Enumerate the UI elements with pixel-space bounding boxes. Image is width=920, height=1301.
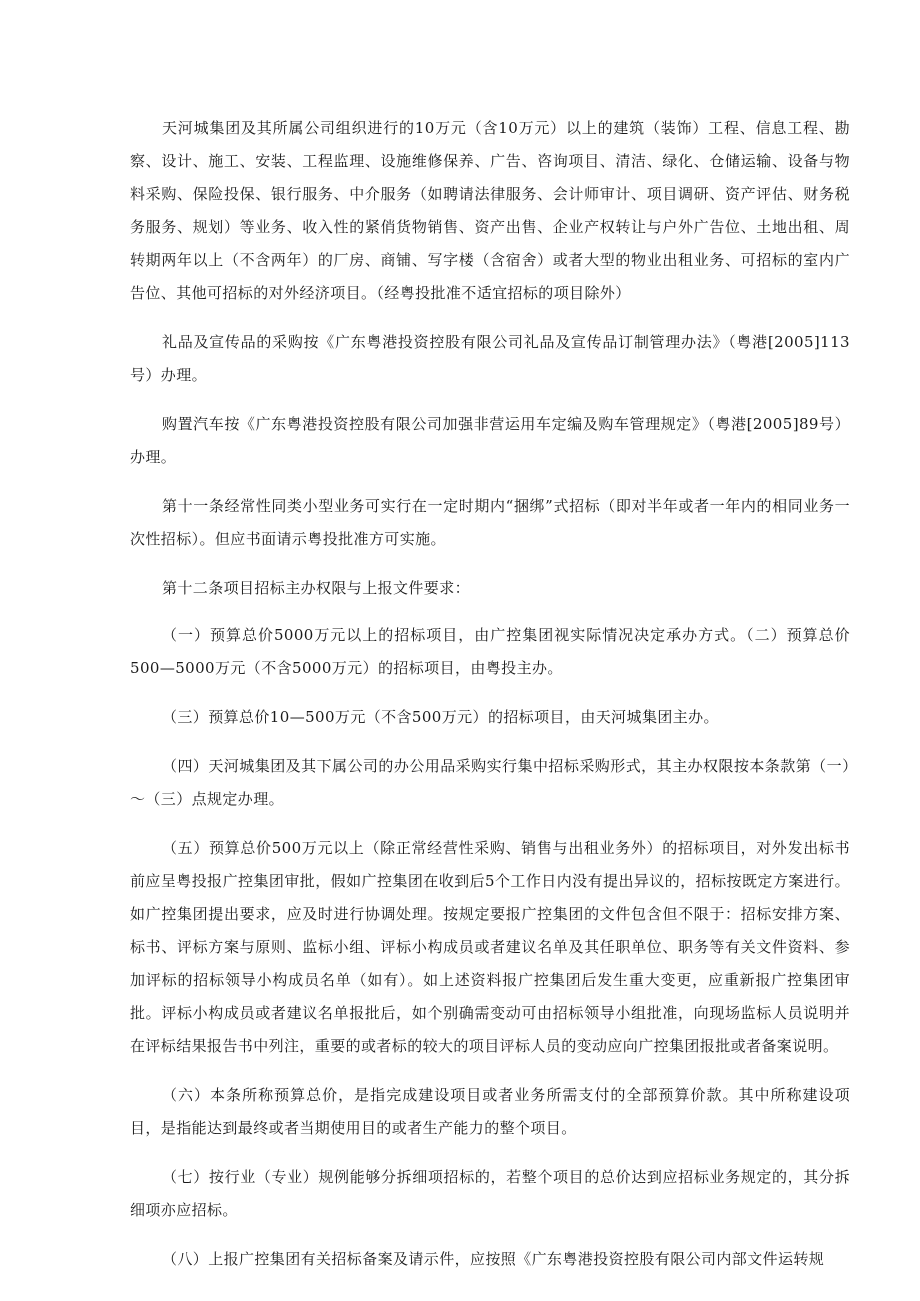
paragraph-article-11: 第十一条经常性同类小型业务可实行在一定时期内“捆绑”式招标（即对半年或者一年内的相同业务一次性招标）。但应书面请示粤投批准方可实施。 xyxy=(130,497,850,548)
paragraph-article-12-heading: 第十二条项目招标主办权限与上报文件要求： xyxy=(162,579,471,597)
paragraph-gift-procurement: 礼品及宣传品的采购按《广东粤港投资控股有限公司礼品及宣传品订制管理办法》（粤港[2005]113号）办理。 xyxy=(130,333,850,384)
paragraph-item-7: （七）按行业（专业）规例能够分拆细项招标的，若整个项目的总价达到应招标业务规定的，其分拆细项亦应招标。 xyxy=(130,1168,850,1219)
paragraph-scope-of-tender: 天河城集团及其所属公司组织进行的10万元（含10万元）以上的建筑（装饰）工程、信息工程、勘察、设计、施工、安装、工程监理、设施维修保养、广告、咨询项目、清洁、绿化、仓储运输、设备与物料采购、保险投保、银行服务、中介服务（如聘请法律服务、会计师审计、项目调研、资产评估、财务税务服务、规划）等业务、收入性的紧俏货物销售、资产出售、企业产权转让与户外广告位、土地出租、周转期两年以上（不含两年）的厂房、商铺、写字楼（含宿舍）或者大型的物业出租业务、可招标的室内广告位、其他可招标的对外经济项目。（经粤投批准不适宜招标的项目除外） xyxy=(130,119,850,302)
paragraph-item-4: （四）天河城集团及其下属公司的办公用品采购实行集中招标采购形式，其主办权限按本条款第（一）～（三）点规定办理。 xyxy=(130,757,850,808)
paragraph-item-3: （三）预算总价10—500万元（不含500万元）的招标项目，由天河城集团主办。 xyxy=(162,708,719,726)
paragraph-item-8: （八）上报广控集团有关招标备案及请示件，应按照《广东粤港投资控股有限公司内部文件运转规 xyxy=(162,1250,825,1268)
paragraph-vehicle-purchase: 购置汽车按《广东粤港投资控股有限公司加强非营运用车定编及购车管理规定》（粤港[2005]89号）办理。 xyxy=(130,415,850,466)
paragraph-item-6: （六）本条所称预算总价，是指完成建设项目或者业务所需支付的全部预算价款。其中所称建设项目，是指能达到最终或者当期使用目的或者生产能力的整个项目。 xyxy=(130,1086,850,1137)
paragraph-item-5: （五）预算总价500万元以上（除正常经营性采购、销售与出租业务外）的招标项目，对外发出标书前应呈粤投报广控集团审批，假如广控集团在收到后5个工作日内没有提出异议的，招标按既定方案进行。如广控集团提出要求，应及时进行协调处理。按规定要报广控集团的文件包含但不限于：招标安排方案、标书、评标方案与原则、监标小组、评标小构成员或者建议名单及其任职单位、职务等有关文件资料、参加评标的招标领导小构成员名单（如有）。如上述资料报广控集团后发生重大变更，应重新报广控集团审批。评标小构成员或者建议名单报批后，如个别确需变动可由招标领导小组批准，向现场监标人员说明并在评标结果报告书中列注，重要的或者标的较大的项目评标人员的变动应向广控集团报批或者备案说明。 xyxy=(130,839,850,1055)
paragraph-item-1-2: （一）预算总价5000万元以上的招标项目，由广控集团视实际情况决定承办方式。（二）预算总价500—5000万元（不含5000万元）的招标项目，由粤投主办。 xyxy=(130,626,850,677)
